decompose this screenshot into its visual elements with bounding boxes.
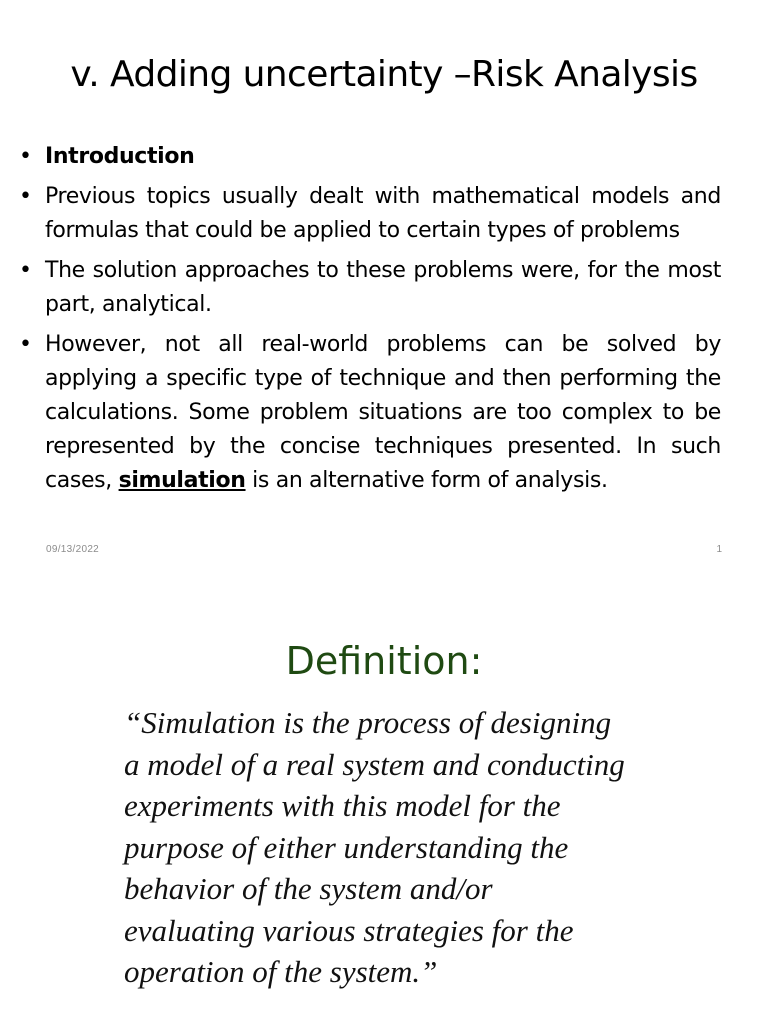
- footer-date: 09/13/2022: [46, 544, 100, 555]
- bullet-item-however: [19, 328, 721, 498]
- bullet-text: However, not all real-world problems can be solved by applying a specific type of technique and then performing the calculations. Some problem situations are too complex to be represented by the concise techniques presented. In such cases,: [45, 332, 721, 493]
- bullet-icon: •: [19, 144, 32, 169]
- slide-title: v. Adding uncertainty –Risk Analysis: [70, 54, 698, 95]
- definition-heading: Definition:: [285, 639, 483, 683]
- bullet-icon: •: [19, 184, 32, 209]
- bullet-icon: •: [19, 332, 32, 357]
- definition-quote: “Simulation is the process of designing a model of a real system and conducting experiments with this model for the purpose of either understanding the behavior of the system and/or evaluating various strategies for the operation of the system.”: [124, 705, 625, 989]
- bullet-item-introduction: [19, 140, 721, 174]
- page-number: 1: [716, 544, 722, 555]
- simulation-emphasis: simulation: [118, 468, 246, 493]
- bullet-text-end: is an alternative form of analysis.: [245, 468, 608, 493]
- bullet-item-solution-approaches: [19, 254, 721, 322]
- bullet-item-previous-topics: [19, 180, 721, 248]
- bullet-text: Introduction: [45, 144, 195, 169]
- bullet-text: The solution approaches to these problems were, for the most part, analytical.: [45, 258, 721, 317]
- bullet-text: Previous topics usually dealt with mathematical models and formulas that could be applied to certain types of problems: [45, 184, 721, 243]
- slide-2: [0, 576, 768, 1024]
- bullet-list: [19, 140, 721, 504]
- bullet-icon: •: [19, 258, 32, 283]
